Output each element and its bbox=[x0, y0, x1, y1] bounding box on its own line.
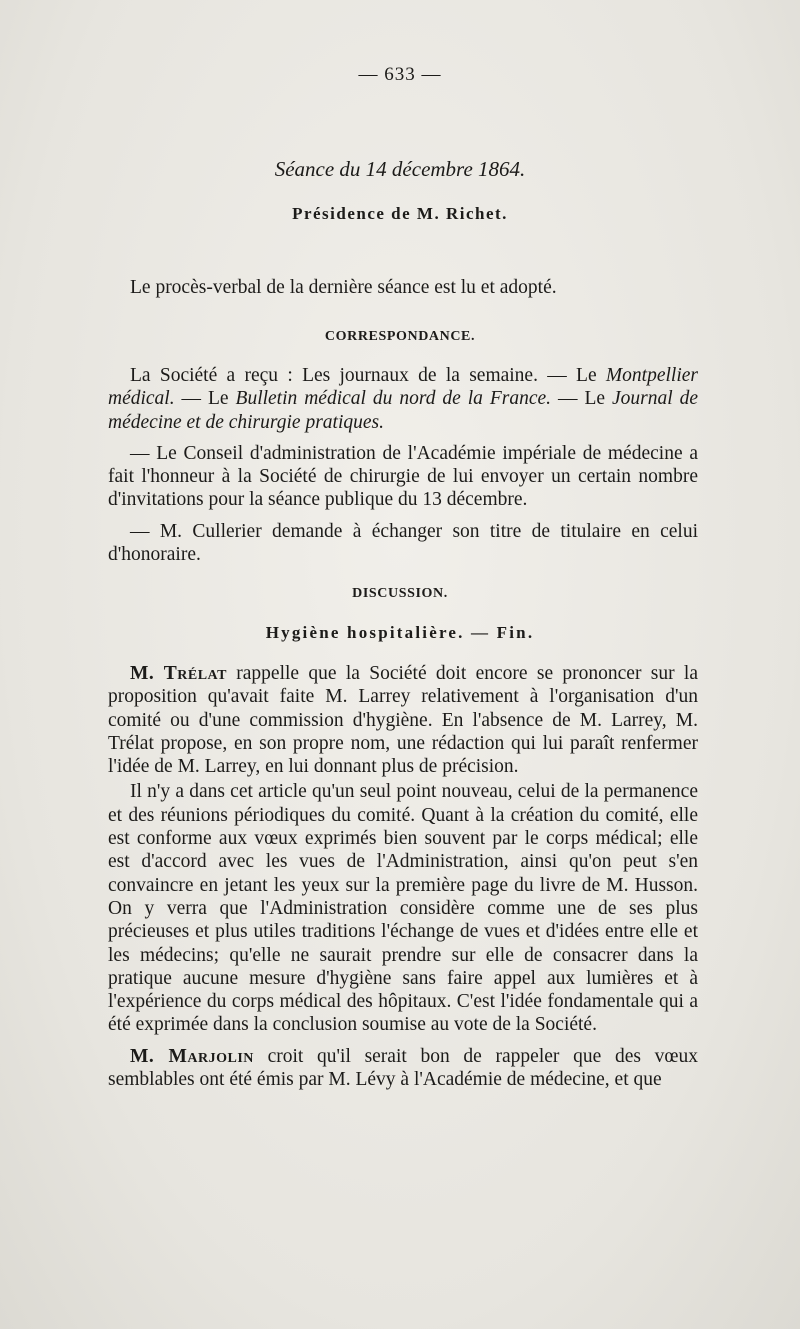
discussion-paragraph-2: Il n'y a dans cet article qu'un seul point nouveau, celui de la permanence et des réunions périodiques du comité. Quant à la création du comité, elle est conforme aux vœux exprimés bien souvent par le corps médical; elle est d'accord avec les vues de l'Administration, ainsi qu'on peut s'en convaincre en jetant les yeux sur la première page du livre de M. Husson. On y verra que l'Administration considère comme une de ses plus précieuses et plus utiles traditions l'échange de vues et d'idées entre elle et les médecins; qu'elle ne saurait prendre sur elle de consacrer dans la pratique aucune mesure d'hygiène sans faire appel aux lumières et à l'expérience du corps médical des hôpitaux. C'est l'idée fondamentale qui a été exprimée dans la conclusion soumise au vote de la Société. bbox=[108, 781, 698, 1036]
speaker-name: M. Marjolin bbox=[130, 1045, 254, 1067]
discussion-paragraph-1 bbox=[108, 662, 698, 778]
presidence-line: Présidence de M. Richet. bbox=[292, 204, 508, 223]
correspondance-paragraph-2: — Le Conseil d'administration de l'Académie impériale de médecine a fait l'honneur à la Société de chirurgie de lui envoyer un certain nombre d'invitations pour la séance publique du 13 décembre. bbox=[108, 442, 698, 511]
journal-title: Montpellier médical. bbox=[108, 365, 698, 410]
text-run: La Société a reçu : Les journaux de la semaine. — Le bbox=[130, 365, 606, 386]
text-run: croit qu'il serait bon de rappeler que des vœux semblables ont été émis par M. Lévy à l'Académie de médecine, et que bbox=[108, 1045, 698, 1091]
seance-title: Séance du 14 décembre 1864. bbox=[274, 157, 526, 181]
correspondance-heading: CORRESPONDANCE. bbox=[324, 329, 476, 344]
journal-title: Bulletin médical du nord de la France. bbox=[235, 388, 552, 410]
journal-title: Journal de médecine et de chirurgie pratiques. bbox=[108, 388, 698, 433]
text-run: — Le bbox=[174, 388, 236, 410]
correspondance-section bbox=[108, 364, 698, 566]
discussion-section bbox=[108, 662, 698, 1091]
correspondance-paragraph-3: — M. Cullerier demande à échanger son titre de titulaire en celui d'honoraire. bbox=[108, 520, 698, 566]
discussion-heading: DISCUSSION. bbox=[352, 586, 448, 601]
correspondance-paragraph-1 bbox=[108, 364, 698, 434]
text-run: — Le bbox=[551, 388, 612, 410]
text-run: rappelle que la Société doit encore se prononcer sur la proposition qu'avait faite M. Larrey relativement à l'organisation d'un comité ou d'une commission d'hygiène. En l'absence de M. Larrey, M. Trélat propose, en son propre nom, une rédaction qui lui paraît renfermer l'idée de M. Larrey, en lui donnant plus de précision. bbox=[108, 663, 698, 778]
proces-verbal-text: Le procès-verbal de la dernière séance est lu et adopté. bbox=[130, 277, 557, 298]
discussion-title: Hygiène hospitalière. — Fin. bbox=[265, 623, 535, 642]
discussion-paragraph-3 bbox=[108, 1045, 698, 1092]
proces-verbal-paragraph bbox=[108, 276, 698, 299]
speaker-name: M. Trélat bbox=[130, 663, 227, 684]
page-number: — 633 — bbox=[358, 64, 442, 85]
